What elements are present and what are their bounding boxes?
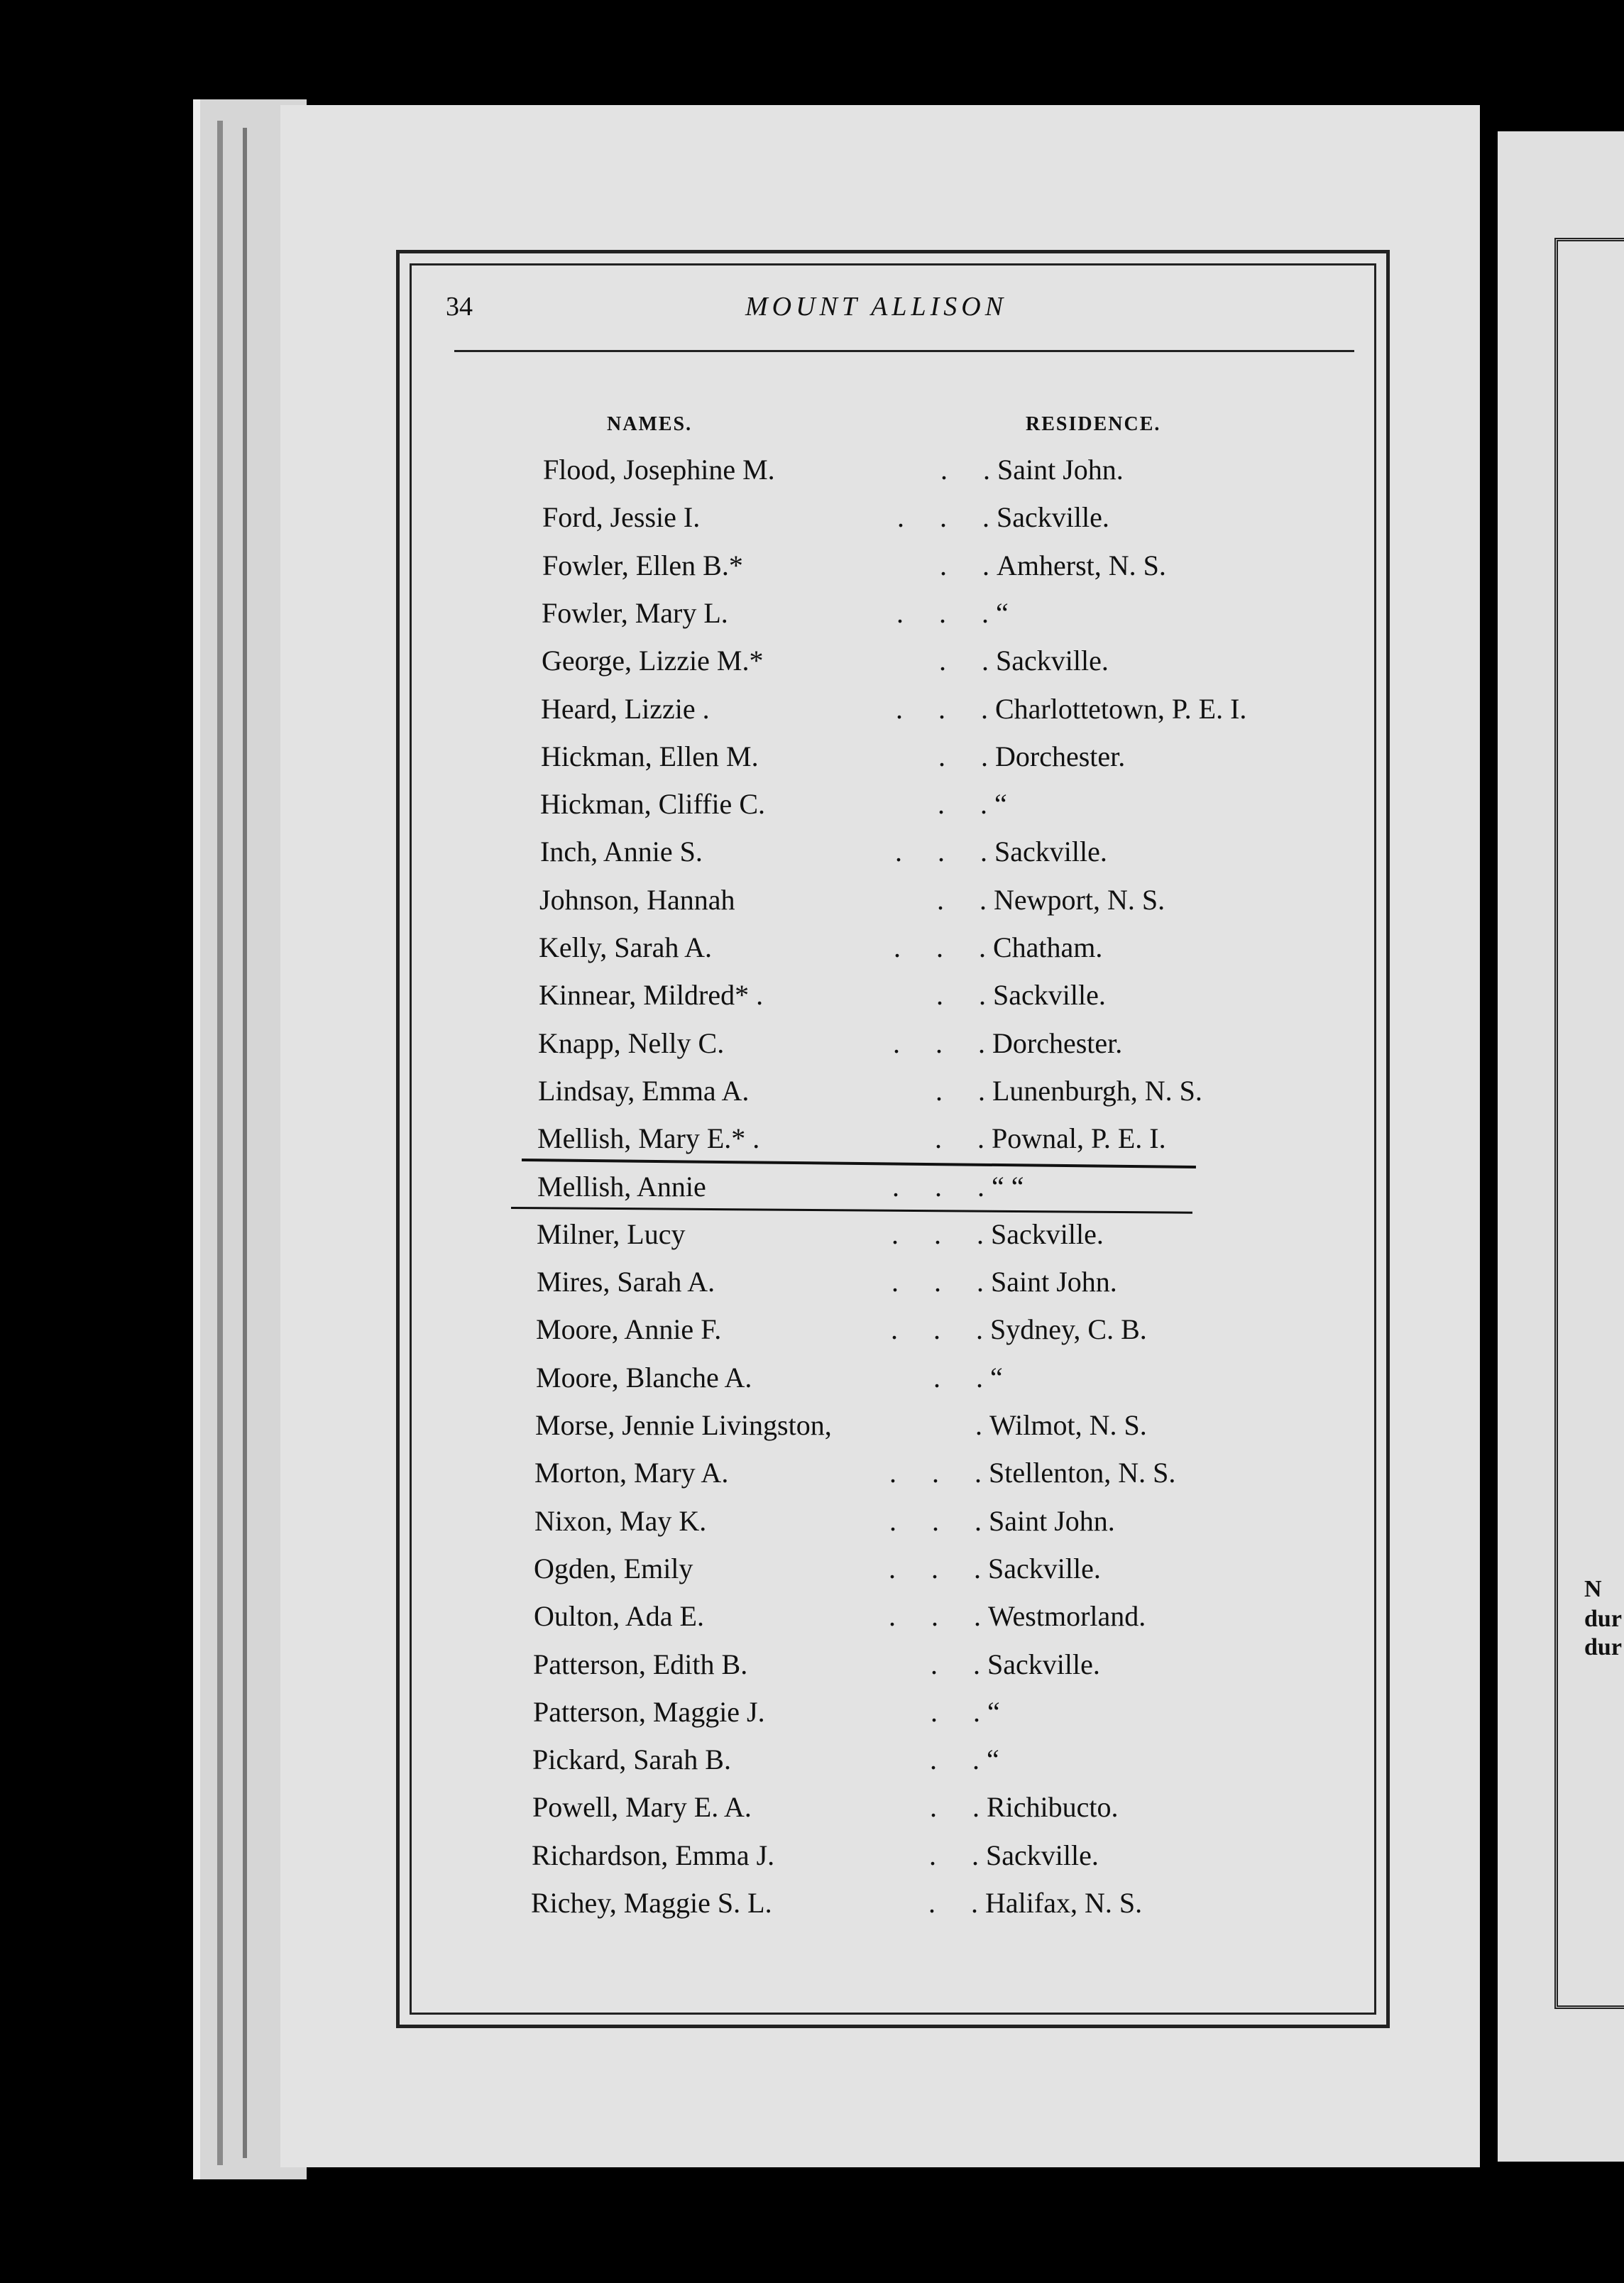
student-name: Heard, Lizzie .: [541, 693, 710, 725]
student-name: Mires, Sarah A.: [537, 1266, 715, 1298]
student-name: Hickman, Cliffie C.: [540, 788, 765, 820]
list-item: [537, 1217, 1317, 1260]
student-residence: Sackville.: [994, 836, 1107, 867]
dot-leader: . .: [930, 1743, 980, 1775]
dot-leader: . . .: [889, 1553, 981, 1584]
dot-leader: . .: [930, 1791, 980, 1823]
student-name: Kinnear, Mildred* .: [539, 979, 764, 1011]
student-name: Oulton, Ada E.: [534, 1600, 704, 1632]
page-number: 34: [446, 292, 473, 322]
dot-leader: . . .: [892, 1171, 984, 1203]
student-residence: Dorchester.: [995, 740, 1126, 772]
dot-leader: . .: [931, 1696, 980, 1728]
student-name: Patterson, Maggie J.: [533, 1696, 765, 1728]
student-residence: Pownal, P. E. I.: [992, 1122, 1166, 1154]
list-item: [541, 692, 1322, 735]
list-item: [536, 1313, 1317, 1355]
student-name: Moore, Blanche A.: [536, 1362, 752, 1394]
list-item: [540, 835, 1321, 877]
list-item: [535, 1408, 1316, 1451]
student-residence: “: [994, 788, 1007, 820]
student-residence: Sackville.: [991, 1218, 1104, 1250]
student-residence: Richibucto.: [987, 1791, 1119, 1823]
student-residence: Wilmot, N. S.: [989, 1409, 1147, 1441]
student-name: Fowler, Mary L.: [542, 597, 728, 629]
student-residence: Sackville.: [988, 1553, 1101, 1584]
list-item: [532, 1790, 1313, 1833]
student-residence: Sackville.: [993, 979, 1106, 1011]
student-residence: Amherst, N. S.: [997, 549, 1166, 581]
student-name: Hickman, Ellen M.: [541, 740, 759, 772]
facing-page-fragment: dur: [1584, 1634, 1622, 1660]
list-item: [539, 931, 1320, 973]
dot-leader: . . .: [889, 1600, 981, 1632]
dot-leader: . . .: [891, 1266, 984, 1298]
names-column-header: NAMES.: [607, 413, 693, 435]
student-residence: Chatham.: [993, 931, 1103, 963]
student-residence: Westmorland.: [988, 1600, 1146, 1632]
list-item: [543, 453, 1324, 496]
student-residence: Newport, N. S.: [994, 884, 1165, 916]
dot-leader: . .: [936, 1075, 985, 1107]
student-residence: Sackville.: [997, 501, 1109, 533]
list-item: [542, 644, 1322, 686]
list-item: [534, 1456, 1315, 1499]
list-item: [539, 883, 1320, 926]
student-residence: Sackville.: [987, 1648, 1100, 1680]
student-residence: Stellenton, N. S.: [989, 1457, 1176, 1489]
student-residence: Sackville.: [996, 645, 1109, 677]
list-item: [539, 978, 1320, 1021]
list-item: [531, 1886, 1312, 1929]
student-residence: Halifax, N. S.: [985, 1887, 1143, 1919]
student-residence: Dorchester.: [992, 1027, 1123, 1059]
list-item: [534, 1504, 1315, 1547]
student-name: Knapp, Nelly C.: [538, 1027, 725, 1059]
student-name: Flood, Josephine M.: [543, 454, 775, 486]
list-item: [537, 1122, 1318, 1164]
student-residence: Saint John.: [989, 1505, 1115, 1537]
residence-column-header: RESIDENCE.: [1026, 413, 1161, 435]
running-head: MOUNT ALLISON: [745, 292, 1008, 322]
dot-leader: . .: [938, 788, 987, 820]
list-item: [542, 549, 1323, 591]
student-residence: Sackville.: [986, 1839, 1099, 1871]
student-name: Mellish, Mary E.* .: [537, 1122, 760, 1154]
dot-leader: . .: [937, 884, 987, 916]
dot-leader: . .: [940, 549, 989, 581]
dot-leader: . .: [938, 740, 988, 772]
list-item: [532, 1743, 1313, 1785]
student-name: Ogden, Emily: [534, 1553, 693, 1584]
dot-leader: . . .: [893, 1027, 985, 1059]
student-residence: Saint John.: [991, 1266, 1117, 1298]
list-item: [534, 1599, 1315, 1642]
facing-page-frame: [1554, 238, 1624, 2009]
dot-leader: . . .: [891, 1313, 983, 1345]
dot-leader: . . .: [896, 693, 988, 725]
dot-leader: . .: [936, 979, 986, 1011]
student-residence: Saint John.: [997, 454, 1124, 486]
list-item: [533, 1695, 1314, 1738]
student-name: Inch, Annie S.: [540, 836, 703, 867]
dot-leader: . .: [929, 1839, 979, 1871]
list-item: [537, 1170, 1318, 1212]
dot-leader: . .: [931, 1648, 980, 1680]
list-item: [532, 1839, 1312, 1881]
dot-leader: . .: [928, 1887, 978, 1919]
student-name: Milner, Lucy: [537, 1218, 686, 1250]
student-name: Powell, Mary E. A.: [532, 1791, 752, 1823]
student-name: Richardson, Emma J.: [532, 1839, 775, 1871]
list-item: [541, 740, 1322, 782]
student-name: Mellish, Annie: [537, 1171, 706, 1203]
list-item: [542, 596, 1322, 639]
dot-leader: . .: [935, 1122, 984, 1154]
student-name: Morton, Mary A.: [534, 1457, 729, 1489]
student-name: Richey, Maggie S. L.: [531, 1887, 772, 1919]
student-name: Johnson, Hannah: [539, 884, 735, 916]
student-name: George, Lizzie M.*: [542, 645, 764, 677]
dot-leader: .: [975, 1409, 982, 1441]
dot-leader: . . .: [891, 1218, 984, 1250]
list-item: [538, 1074, 1319, 1117]
dot-leader: . . .: [896, 597, 989, 629]
list-item: [534, 1552, 1315, 1594]
facing-page-fragment: N: [1584, 1576, 1602, 1602]
dot-leader: . . .: [895, 836, 987, 867]
dot-leader: . .: [939, 645, 989, 677]
student-residence: “ “: [992, 1171, 1024, 1203]
list-item: [533, 1648, 1314, 1690]
list-item: [540, 787, 1321, 830]
list-item: [536, 1361, 1317, 1403]
list-item: [538, 1026, 1319, 1069]
student-residence: Lunenburgh, N. S.: [992, 1075, 1202, 1107]
dot-leader: . . .: [889, 1505, 982, 1537]
student-residence: Sydney, C. B.: [990, 1313, 1147, 1345]
student-name: Pickard, Sarah B.: [532, 1743, 731, 1775]
dot-leader: . . .: [894, 931, 986, 963]
student-name: Moore, Annie F.: [536, 1313, 722, 1345]
facing-page-fragment: dur: [1584, 1606, 1622, 1632]
list-item: [542, 500, 1323, 543]
header-rule: [454, 350, 1354, 352]
student-residence: “: [996, 597, 1009, 629]
student-residence: Charlottetown, P. E. I.: [995, 693, 1247, 725]
student-residence: “: [987, 1696, 1000, 1728]
dot-leader: . . .: [897, 501, 989, 533]
list-item: [537, 1265, 1317, 1308]
student-residence: “: [987, 1743, 999, 1775]
student-name: Nixon, May K.: [534, 1505, 707, 1537]
student-name: Kelly, Sarah A.: [539, 931, 713, 963]
student-name: Fowler, Ellen B.*: [542, 549, 743, 581]
student-residence: “: [990, 1362, 1003, 1394]
dot-leader: . .: [940, 454, 990, 486]
student-name: Ford, Jessie I.: [542, 501, 701, 533]
student-name: Patterson, Edith B.: [533, 1648, 748, 1680]
student-name: Lindsay, Emma A.: [538, 1075, 750, 1107]
student-name: Morse, Jennie Livingston,: [535, 1409, 832, 1441]
dot-leader: . .: [933, 1362, 983, 1394]
dot-leader: . . .: [889, 1457, 982, 1489]
